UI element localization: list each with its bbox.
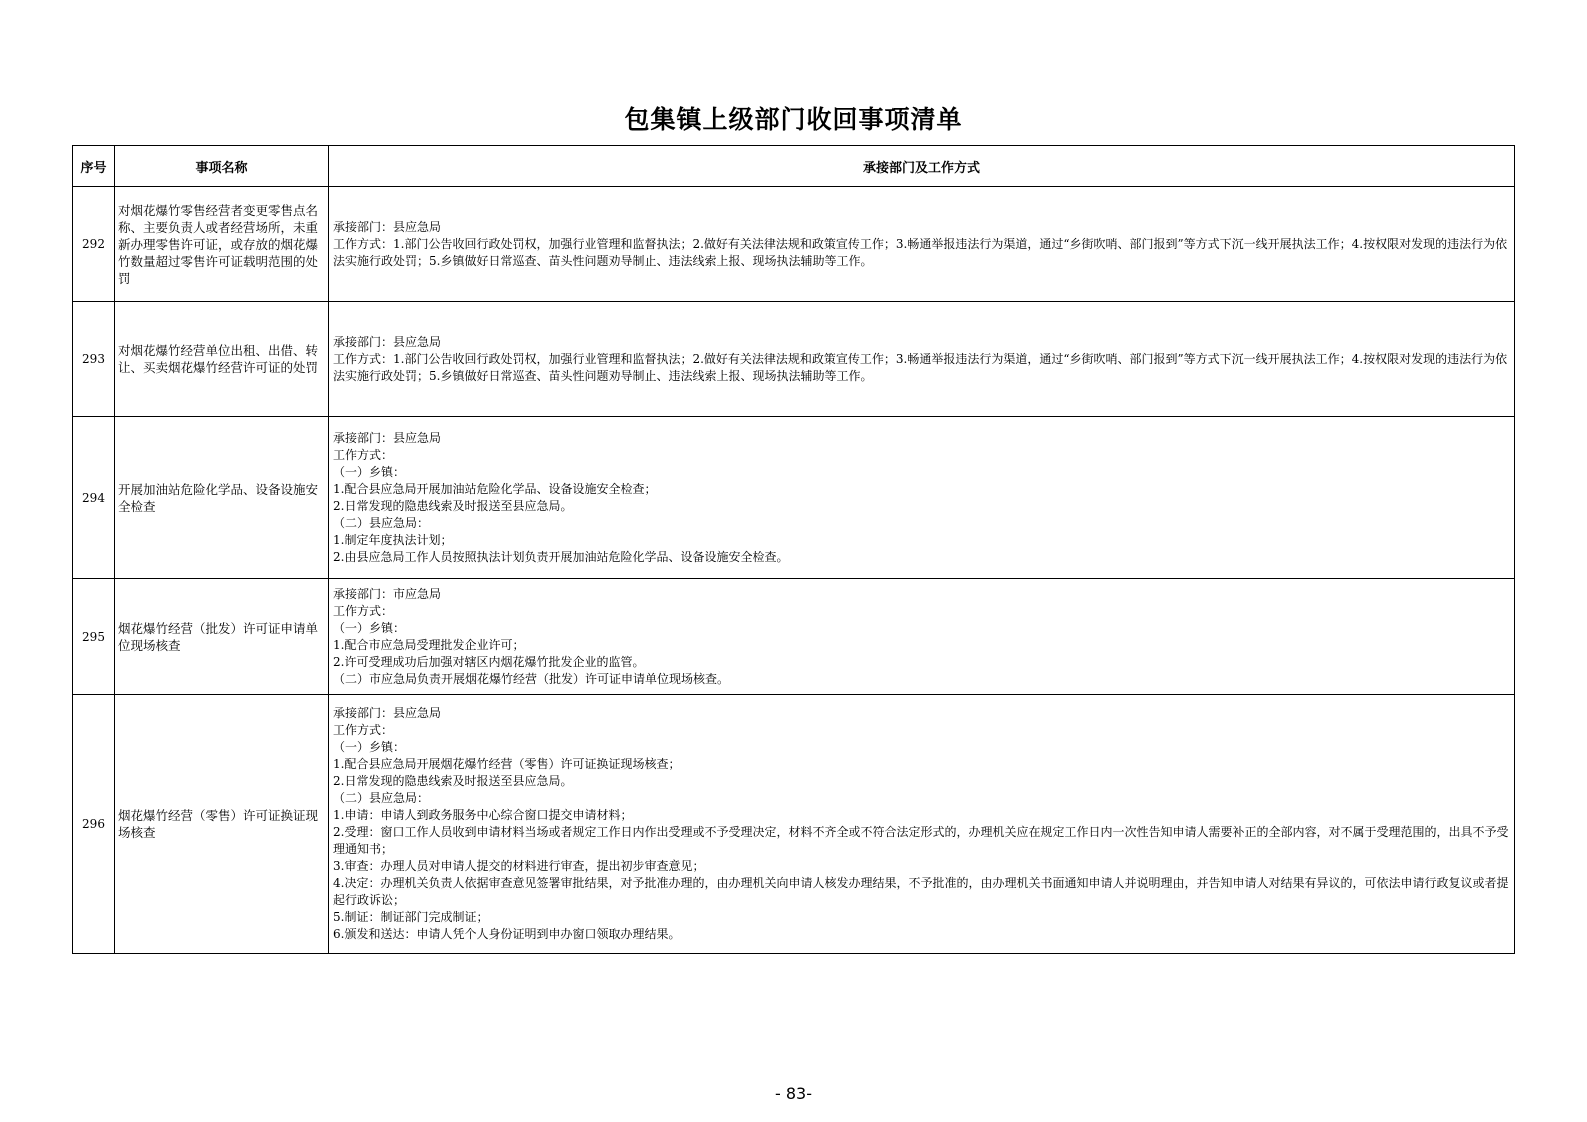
detail-line: 2.日常发现的隐患线索及时报送至县应急局。 bbox=[333, 498, 573, 513]
detail-line: 承接部门：县应急局 bbox=[333, 334, 442, 349]
detail-line: 工作方式： bbox=[333, 723, 394, 737]
detail-line: 2.由县应急局工作人员按照执法计划负责开展加油站危险化学品、设备设施安全检查。 bbox=[333, 549, 789, 564]
detail-line: 1.制定年度执法计划； bbox=[333, 532, 453, 547]
matter-name: 对烟花爆竹经营单位出租、出借、转让、买卖烟花爆竹经营许可证的处罚 bbox=[115, 302, 329, 417]
row-number: 296 bbox=[73, 695, 115, 954]
detail-line: （一）乡镇： bbox=[333, 620, 406, 635]
detail-line: 2.受理：窗口工作人员收到申请材料当场或者规定工作日内作出受理或不予受理决定，材料不齐全或不符合法定形式的，办理机关应在规定工作日内一次性告知申请人需要补正的全部内容，对不属于受理范围的，出具不予受理通知书； bbox=[333, 825, 1509, 856]
row-number: 294 bbox=[73, 417, 115, 579]
detail-line: 1.配合县应急局开展加油站危险化学品、设备设施安全检查； bbox=[333, 481, 657, 496]
header-name: 事项名称 bbox=[115, 146, 329, 187]
detail-line: 承接部门：县应急局 bbox=[333, 219, 442, 234]
detail-line: 1.配合市应急局受理批发企业许可； bbox=[333, 637, 525, 652]
matter-detail bbox=[329, 579, 1515, 695]
header-detail: 承接部门及工作方式 bbox=[329, 146, 1515, 187]
detail-line: 工作方式：1.部门公告收回行政处罚权，加强行业管理和监督执法；2.做好有关法律法规和政策宣传工作；3.畅通举报违法行为渠道，通过“乡街吹哨、部门报到”等方式下沉一线开展执法工作；4.按权限对发现的违法行为依法实施行政处罚；5.乡镇做好日常巡查、苗头性问题劝导制止、违法线索上报、现场执法辅助等工作。 bbox=[333, 351, 1508, 383]
detail-line: （一）乡镇： bbox=[333, 740, 406, 754]
page-number: - 83- bbox=[775, 1084, 812, 1103]
matter-detail bbox=[329, 302, 1515, 417]
matter-name: 开展加油站危险化学品、设备设施安全检查 bbox=[115, 417, 329, 579]
table-row bbox=[73, 579, 1515, 695]
header-no: 序号 bbox=[73, 146, 115, 187]
table-header-row bbox=[73, 146, 1515, 187]
detail-line: 3.审查：办理人员对申请人提交的材料进行审查，提出初步审查意见； bbox=[333, 859, 705, 873]
detail-line: 承接部门：市应急局 bbox=[333, 586, 442, 601]
table-row bbox=[73, 695, 1515, 954]
detail-line: （二）县应急局： bbox=[333, 791, 430, 805]
detail-line: 2.日常发现的隐患线索及时报送至县应急局。 bbox=[333, 774, 573, 788]
detail-line: 承接部门：县应急局 bbox=[333, 430, 442, 445]
detail-line: 工作方式：1.部门公告收回行政处罚权，加强行业管理和监督执法；2.做好有关法律法规和政策宣传工作；3.畅通举报违法行为渠道，通过“乡街吹哨、部门报到”等方式下沉一线开展执法工作；4.按权限对发现的违法行为依法实施行政处罚；5.乡镇做好日常巡查、苗头性问题劝导制止、违法线索上报、现场执法辅助等工作。 bbox=[333, 236, 1508, 268]
page-title: 包集镇上级部门收回事项清单 bbox=[624, 105, 963, 134]
matters-table bbox=[72, 145, 1515, 954]
matter-detail bbox=[329, 187, 1515, 302]
detail-line: 承接部门：县应急局 bbox=[333, 706, 442, 720]
table-row bbox=[73, 302, 1515, 417]
matter-name: 对烟花爆竹零售经营者变更零售点名称、主要负责人或者经营场所，未重新办理零售许可证，或存放的烟花爆竹数量超过零售许可证载明范围的处罚 bbox=[115, 187, 329, 302]
detail-line: 1.申请：申请人到政务服务中心综合窗口提交申请材料； bbox=[333, 808, 633, 822]
matter-name: 烟花爆竹经营（批发）许可证申请单位现场核查 bbox=[115, 579, 329, 695]
table-row bbox=[73, 417, 1515, 579]
detail-line: （二）县应急局： bbox=[333, 515, 430, 530]
row-number: 293 bbox=[73, 302, 115, 417]
detail-line: 2.许可受理成功后加强对辖区内烟花爆竹批发企业的监管。 bbox=[333, 654, 645, 669]
matter-detail bbox=[329, 695, 1515, 954]
detail-line: 4.决定：办理机关负责人依据审查意见签署审批结果，对予批准办理的，由办理机关向申请人核发办理结果，不予批准的，由办理机关书面通知申请人并说明理由，并告知申请人对结果有异议的，可依法申请行政复议或者提起行政诉讼； bbox=[333, 876, 1509, 907]
detail-line: 6.颁发和送达：申请人凭个人身份证明到申办窗口领取办理结果。 bbox=[333, 927, 681, 941]
table-row bbox=[73, 187, 1515, 302]
matter-detail bbox=[329, 417, 1515, 579]
detail-line: 1.配合县应急局开展烟花爆竹经营（零售）许可证换证现场核查； bbox=[333, 757, 681, 771]
row-number: 295 bbox=[73, 579, 115, 695]
matter-name: 烟花爆竹经营（零售）许可证换证现场核查 bbox=[115, 695, 329, 954]
detail-line: 工作方式： bbox=[333, 447, 394, 462]
row-number: 292 bbox=[73, 187, 115, 302]
detail-line: 5.制证：制证部门完成制证； bbox=[333, 910, 489, 924]
detail-line: （一）乡镇： bbox=[333, 464, 406, 479]
detail-line: 工作方式： bbox=[333, 603, 394, 618]
detail-line: （二）市应急局负责开展烟花爆竹经营（批发）许可证申请单位现场核查。 bbox=[333, 671, 730, 686]
